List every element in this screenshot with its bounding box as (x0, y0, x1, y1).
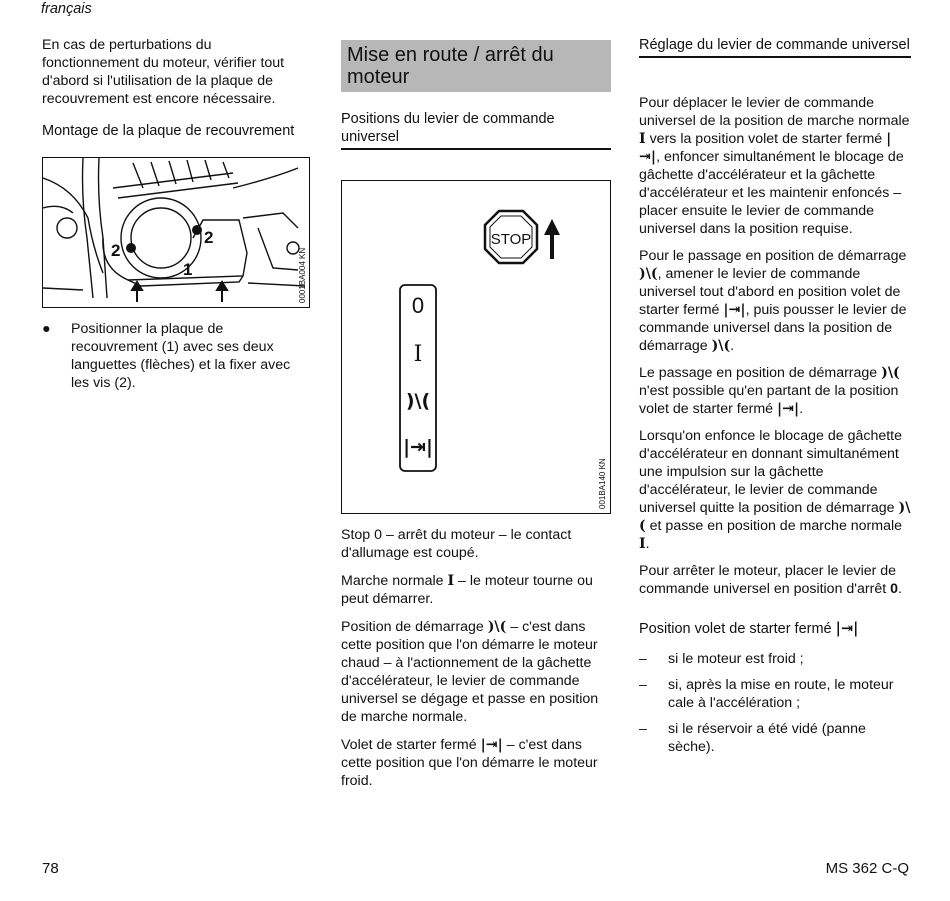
p3-text-a: Le passage en position de démarrage (639, 365, 882, 381)
symbol-starter: |⇥| (723, 302, 746, 318)
p5-text-b: . (898, 581, 902, 597)
starter-label: Volet de starter fermé (341, 737, 477, 753)
dash-marker: – (639, 651, 647, 667)
list-item-text: si le réservoir a été vidé (panne sèche). (668, 721, 866, 755)
symbol-starter: |⇥| (777, 401, 800, 417)
callout-2-right: 2 (204, 228, 214, 247)
language-label: français (41, 1, 92, 17)
dash-marker: – (639, 721, 647, 737)
p1-text-b: vers la position volet de starter fermé (645, 131, 887, 147)
position-start: )\( (405, 390, 431, 412)
p2-text-d: . (730, 338, 735, 354)
demarrage-label: Position de démarrage (341, 619, 484, 635)
starter-symbol: |⇥| (480, 737, 503, 753)
p5-text-a: Pour arrêter le moteur, placer le levier de commande universel en position d'arrêt (639, 563, 897, 597)
callout-1: 1 (183, 260, 193, 279)
marche-text: – le moteur tourne ou peut démarrer. (341, 573, 593, 607)
marche-label: Marche normale (341, 573, 444, 589)
dash-marker: – (639, 677, 647, 693)
demarrage-description (341, 618, 611, 726)
bullet-block (42, 320, 312, 392)
demarrage-symbol: )\( (487, 619, 507, 635)
lever-positions-figure (341, 180, 611, 514)
paragraph-1 (639, 94, 911, 238)
list-item (639, 720, 911, 756)
list-item-text: si le moteur est froid ; (668, 651, 804, 667)
stop-description (341, 526, 611, 562)
p3-text-c: . (799, 401, 804, 417)
stop-label: Stop 0 (341, 527, 383, 543)
callout-2-left: 2 (111, 241, 121, 260)
stop-text: – arrêt du moteur – le contact d'allumage est coupé. (341, 527, 572, 561)
bullet-text: Positionner la plaque de recouvrement (1) avec ses deux languettes (flèches) et la fixer avec les vis (2). (71, 321, 291, 391)
p1-text-a: Pour déplacer le levier de commande universel de la position de marche normale (639, 95, 910, 129)
position-0: 0 (411, 293, 425, 318)
positions-descriptions (341, 526, 611, 800)
symbol-marche: I (639, 131, 646, 147)
marche-symbol: I (447, 573, 455, 589)
symbol-stop: 0 (890, 581, 899, 597)
p4-text-c: . (645, 536, 650, 552)
symbol-marche: I (639, 536, 646, 552)
demarrage-text: – c'est dans cette position que l'on démarre le moteur chaud – à l'actionnement de la gâchette d'accélérateur, le levier de commande universel se dégage et passe en position de marche normale. (341, 619, 599, 725)
list-item (639, 650, 911, 668)
paragraph-5 (639, 562, 911, 598)
bullet-marker: ● (42, 321, 51, 337)
paragraph-3 (639, 364, 911, 418)
column-left (42, 36, 312, 140)
intro-paragraph: En cas de perturbations du fonctionnement du moteur, vérifier tout d'abord si l'utilisation de la plaque de recouvrement est encore nécessaire. (42, 37, 285, 107)
mounting-heading: Montage de la plaque de recouvrement (42, 123, 295, 139)
page-number: 78 (42, 860, 59, 877)
choke-heading-text: Position volet de starter fermé (639, 621, 832, 637)
list-item-text: si, après la mise en route, le moteur cale à l'accélération ; (668, 677, 894, 711)
p3-text-b: n'est possible qu'en partant de la position volet de starter fermé (639, 383, 899, 417)
position-I: I (413, 342, 423, 367)
adjustment-heading: Réglage du levier de commande universel (639, 36, 911, 58)
cover-plate-figure (42, 157, 310, 308)
positions-heading: Positions du levier de commande universel (341, 110, 611, 150)
column-right (639, 36, 911, 764)
model-name: MS 362 C-Q (825, 860, 909, 877)
paragraph-4 (639, 427, 911, 553)
p1-text-c: , enfoncer simultanément le blocage de gâchette d'accélérateur et la gâchette d'accélérateur et les maintenir enfoncés – placer ensuite le levier de commande universel dans la position requise. (639, 149, 904, 237)
paragraph-2 (639, 247, 911, 355)
starter-text: – c'est dans cette position que l'on démarre le moteur froid. (341, 737, 598, 789)
p2-text-c: , puis pousser le levier de commande universel dans la position de démarrage (639, 302, 907, 354)
figure-code: 001BA140 KN (598, 458, 607, 509)
symbol-demarrage: )\( (639, 500, 911, 534)
symbol-starter: |⇥| (639, 131, 892, 165)
p4-text-b: et passe en position de marche normale (645, 518, 903, 534)
section-title: Mise en route / arrêt du moteur (341, 40, 611, 92)
symbol-starter: |⇥| (835, 620, 859, 637)
symbol-demarrage: )\( (639, 266, 658, 282)
p4-text-a: Lorsqu'on enfonce le blocage de gâchette d'accélérateur en donnant simultanément une impulsion sur la gâchette d'accélérateur, le levier de commande universel quitte la position de démarrage (639, 428, 903, 516)
figure-code: 0001BA004 KN (298, 247, 307, 303)
choke-heading (639, 620, 911, 638)
cover-plate-illustration (43, 158, 308, 306)
position-choke: |⇥| (403, 436, 433, 458)
p2-text-b: , amener le levier de commande universel tout d'abord en position volet de starter fermé (639, 266, 901, 318)
lever-positions-illustration (342, 181, 609, 512)
starter-description (341, 736, 611, 790)
symbol-demarrage: )\( (881, 365, 900, 381)
list-item (42, 320, 312, 392)
symbol-demarrage: )\( (711, 338, 731, 354)
column-middle (341, 36, 611, 150)
p2-text-a: Pour le passage en position de démarrage (639, 248, 907, 264)
stop-sign-text: STOP (490, 231, 532, 248)
list-item (639, 676, 911, 712)
marche-description (341, 572, 611, 608)
